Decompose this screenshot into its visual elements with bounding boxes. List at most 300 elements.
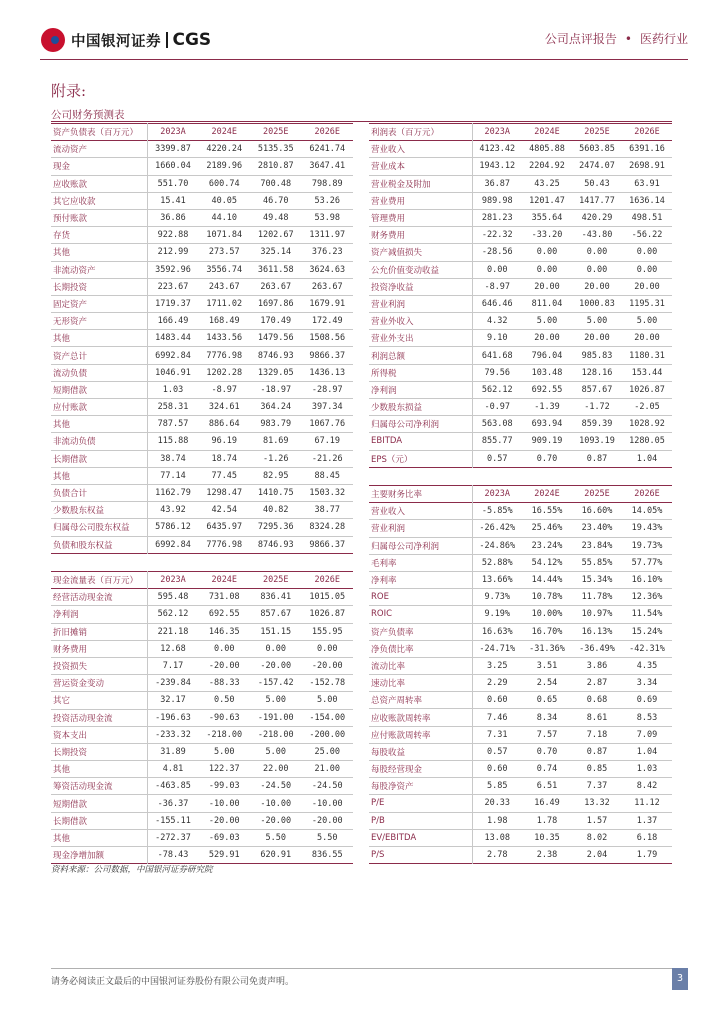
value-cell: 10.78% bbox=[531, 592, 563, 603]
row-label: 净利润 bbox=[51, 606, 147, 623]
value-cell: 855.77 bbox=[481, 436, 513, 447]
table-row bbox=[369, 589, 672, 606]
value-cell: 20.00 bbox=[534, 333, 560, 344]
value-cell: 1.57 bbox=[586, 815, 608, 826]
logo-chinese-text: 中国银河证券 bbox=[71, 33, 161, 50]
value-cell: -20.00 bbox=[208, 661, 240, 672]
value-cell: 10.00% bbox=[531, 609, 563, 620]
value-cell: 63.91 bbox=[634, 178, 660, 189]
value-cell: 1202.67 bbox=[257, 230, 294, 241]
value-cell: 3.34 bbox=[636, 678, 658, 689]
year-header: 2026E bbox=[314, 575, 341, 586]
value-cell: 11.54% bbox=[631, 609, 663, 620]
value-cell: 2810.87 bbox=[257, 161, 294, 172]
value-cell: -78.43 bbox=[157, 850, 189, 861]
value-cell: -42.31% bbox=[629, 643, 665, 654]
table-row bbox=[51, 589, 353, 606]
table-title-cell: 现金流量表（百万元） bbox=[51, 572, 147, 589]
row-label: 营业利润 bbox=[369, 520, 472, 537]
value-cell: 857.67 bbox=[260, 609, 292, 620]
value-cell: -191.00 bbox=[257, 712, 294, 723]
row-label: 利润总额 bbox=[369, 347, 472, 364]
report-category bbox=[545, 30, 688, 47]
value-cell: 263.67 bbox=[260, 281, 292, 292]
page-header bbox=[40, 24, 688, 58]
value-cell: 36.86 bbox=[160, 213, 186, 224]
year-header: 2024E bbox=[534, 489, 560, 500]
value-cell: 168.49 bbox=[208, 316, 240, 327]
value-cell: 16.63% bbox=[481, 626, 513, 637]
row-label: 归属母公司净利润 bbox=[369, 416, 472, 433]
row-label: 长期借款 bbox=[51, 450, 147, 467]
value-cell: 4805.88 bbox=[529, 144, 565, 155]
value-cell: 1679.91 bbox=[309, 298, 346, 309]
value-cell: 43.25 bbox=[534, 178, 560, 189]
value-cell: 1410.75 bbox=[257, 488, 294, 499]
value-cell: 273.57 bbox=[208, 247, 240, 258]
value-cell: -69.03 bbox=[208, 832, 240, 843]
value-cell: 53.26 bbox=[314, 195, 341, 206]
value-cell: 5.00 bbox=[317, 695, 338, 706]
row-label: 资产负债率 bbox=[369, 623, 472, 640]
balance-sheet-table bbox=[51, 123, 353, 554]
cgs-logo-icon bbox=[40, 27, 66, 53]
row-label: 应收账款周转率 bbox=[369, 709, 472, 726]
table-row bbox=[51, 381, 353, 398]
value-cell: -43.80 bbox=[581, 230, 613, 241]
value-cell: 20.00 bbox=[584, 281, 610, 292]
value-cell: 0.57 bbox=[487, 453, 508, 464]
value-cell: 2.78 bbox=[487, 850, 508, 861]
value-cell: 562.12 bbox=[481, 384, 513, 395]
value-cell: 0.74 bbox=[536, 764, 558, 775]
value-cell: 2.29 bbox=[487, 678, 508, 689]
value-cell: -99.03 bbox=[208, 781, 240, 792]
table-title-cell: 利润表（百万元） bbox=[369, 124, 472, 141]
value-cell: 0.00 bbox=[536, 264, 558, 275]
value-cell: 18.74 bbox=[211, 453, 238, 464]
value-cell: 223.67 bbox=[157, 281, 189, 292]
value-cell: 32.17 bbox=[160, 695, 186, 706]
row-label: 营业收入 bbox=[369, 503, 472, 520]
value-cell: 7776.98 bbox=[206, 539, 243, 550]
value-cell: 88.45 bbox=[314, 470, 341, 481]
table-header-row bbox=[51, 124, 353, 141]
row-label: 其他 bbox=[51, 761, 147, 778]
value-cell: 0.00 bbox=[536, 247, 558, 258]
year-header: 2026E bbox=[634, 489, 660, 500]
value-cell: 2.54 bbox=[536, 678, 558, 689]
value-cell: 2.38 bbox=[536, 850, 558, 861]
table-row bbox=[369, 657, 672, 674]
value-cell: 4.32 bbox=[487, 316, 508, 327]
table-header-row bbox=[369, 486, 672, 503]
year-header: 2023A bbox=[484, 489, 511, 500]
value-cell: 836.41 bbox=[260, 592, 292, 603]
table-row bbox=[369, 606, 672, 623]
value-cell: 5.00 bbox=[586, 316, 608, 327]
row-label: 预付账款 bbox=[51, 209, 147, 226]
value-cell: 798.89 bbox=[311, 178, 343, 189]
table-row bbox=[51, 484, 353, 501]
value-cell: 4.81 bbox=[162, 764, 184, 775]
row-label: 每股净资产 bbox=[369, 778, 472, 795]
value-cell: 10.35 bbox=[534, 832, 560, 843]
value-cell: 2.04 bbox=[586, 850, 608, 861]
value-cell: 38.74 bbox=[160, 453, 186, 464]
value-cell: -218.00 bbox=[257, 729, 294, 740]
value-cell: 1311.97 bbox=[309, 230, 346, 241]
row-label: 财务费用 bbox=[369, 227, 472, 244]
row-label: 归属母公司股东权益 bbox=[51, 519, 147, 536]
value-cell: 0.00 bbox=[487, 264, 508, 275]
value-cell: 700.48 bbox=[260, 178, 292, 189]
row-label: P/S bbox=[369, 846, 472, 863]
value-cell: 1329.05 bbox=[257, 367, 294, 378]
value-cell: 0.70 bbox=[536, 453, 558, 464]
value-cell: -28.97 bbox=[311, 384, 343, 395]
value-cell: 1026.87 bbox=[309, 609, 346, 620]
table-row bbox=[369, 503, 672, 520]
value-cell: 6992.84 bbox=[155, 539, 191, 550]
table-row bbox=[369, 761, 672, 778]
row-label: 其他 bbox=[51, 330, 147, 347]
value-cell: -1.39 bbox=[534, 402, 560, 413]
value-cell: 1508.56 bbox=[309, 333, 346, 344]
row-label: 营业外收入 bbox=[369, 313, 472, 330]
row-label: 每股收益 bbox=[369, 743, 472, 760]
value-cell: 562.12 bbox=[157, 609, 189, 620]
row-label: 财务费用 bbox=[51, 640, 147, 657]
disclaimer-text: 请务必阅读正文最后的中国银河证券股份有限公司免责声明。 bbox=[51, 977, 295, 987]
table-row bbox=[369, 192, 672, 209]
row-label: 其他 bbox=[51, 416, 147, 433]
value-cell: -8.97 bbox=[211, 384, 238, 395]
value-cell: -218.00 bbox=[206, 729, 243, 740]
value-cell: 376.23 bbox=[311, 247, 343, 258]
logo-english-text: CGS bbox=[172, 30, 212, 50]
table-row bbox=[369, 416, 672, 433]
appendix-title: 附录: bbox=[51, 82, 87, 100]
table-row bbox=[369, 778, 672, 795]
value-cell: -88.33 bbox=[208, 678, 240, 689]
value-cell: 16.60% bbox=[581, 506, 613, 517]
row-label: 应付账款 bbox=[51, 399, 147, 416]
value-cell: 9.10 bbox=[487, 333, 508, 344]
table-row bbox=[369, 295, 672, 312]
value-cell: 16.70% bbox=[531, 626, 563, 637]
value-cell: -20.00 bbox=[311, 815, 343, 826]
table-row bbox=[369, 278, 672, 295]
table-row bbox=[51, 692, 353, 709]
value-cell: -20.00 bbox=[260, 815, 292, 826]
value-cell: 3.51 bbox=[536, 660, 558, 671]
year-header: 2023A bbox=[160, 127, 186, 138]
row-label: 营业外支出 bbox=[369, 330, 472, 347]
value-cell: 13.08 bbox=[484, 832, 511, 843]
value-cell: 498.51 bbox=[631, 213, 663, 224]
value-cell: -24.71% bbox=[479, 643, 516, 654]
value-cell: 52.88% bbox=[481, 557, 513, 568]
row-label: 营业成本 bbox=[369, 158, 472, 175]
value-cell: 0.57 bbox=[487, 746, 508, 757]
value-cell: -272.37 bbox=[155, 832, 191, 843]
value-cell: 5.00 bbox=[265, 695, 286, 706]
table-row bbox=[51, 192, 353, 209]
value-cell: 20.00 bbox=[634, 333, 660, 344]
row-label: 总资产周转率 bbox=[369, 692, 472, 709]
value-cell: 8746.93 bbox=[257, 350, 294, 361]
value-cell: 15.34% bbox=[581, 575, 613, 586]
value-cell: 15.41 bbox=[160, 195, 186, 206]
value-cell: 1195.31 bbox=[629, 298, 665, 309]
table-header-row bbox=[369, 124, 672, 141]
value-cell: 857.67 bbox=[581, 384, 613, 395]
income-statement-table bbox=[369, 123, 672, 468]
value-cell: 79.56 bbox=[484, 367, 511, 378]
row-label: 其它应收款 bbox=[51, 192, 147, 209]
value-cell: -239.84 bbox=[155, 678, 191, 689]
value-cell: 10.97% bbox=[581, 609, 613, 620]
table-row bbox=[369, 244, 672, 261]
value-cell: -0.97 bbox=[484, 402, 511, 413]
value-cell: 14.44% bbox=[531, 575, 563, 586]
table-row bbox=[369, 675, 672, 692]
value-cell: 9.19% bbox=[484, 609, 511, 620]
table-row bbox=[369, 571, 672, 588]
table-row bbox=[51, 364, 353, 381]
table-row bbox=[369, 364, 672, 381]
value-cell: 258.31 bbox=[157, 402, 189, 413]
value-cell: 16.49 bbox=[534, 798, 560, 809]
value-cell: 595.48 bbox=[157, 592, 189, 603]
row-label: 负债合计 bbox=[51, 484, 147, 501]
logo-divider bbox=[166, 32, 168, 48]
table-row bbox=[369, 726, 672, 743]
value-cell: 2474.07 bbox=[579, 161, 615, 172]
row-label: 流动资产 bbox=[51, 141, 147, 158]
value-cell: 42.54 bbox=[211, 505, 238, 516]
table-row bbox=[369, 795, 672, 812]
value-cell: 1.03 bbox=[636, 764, 658, 775]
value-cell: 693.94 bbox=[531, 419, 563, 430]
value-cell: 0.00 bbox=[317, 643, 338, 654]
table-row bbox=[369, 381, 672, 398]
row-label: 归属母公司净利润 bbox=[369, 537, 472, 554]
value-cell: 221.18 bbox=[157, 626, 189, 637]
row-label: 投资净收益 bbox=[369, 278, 472, 295]
row-label: 毛利率 bbox=[369, 554, 472, 571]
forecast-table-title: 公司财务预测表 bbox=[51, 109, 125, 121]
value-cell: -28.56 bbox=[481, 247, 513, 258]
value-cell: 20.00 bbox=[634, 281, 660, 292]
row-label: 现金 bbox=[51, 158, 147, 175]
value-cell: 9.73% bbox=[484, 592, 511, 603]
value-cell: 7.17 bbox=[162, 661, 184, 672]
cash-flow-table bbox=[51, 571, 353, 864]
value-cell: -8.97 bbox=[484, 281, 511, 292]
value-cell: 6.51 bbox=[536, 781, 558, 792]
value-cell: 4.35 bbox=[636, 660, 658, 671]
value-cell: -20.00 bbox=[311, 661, 343, 672]
value-cell: 55.85% bbox=[581, 557, 613, 568]
row-label: 流动负债 bbox=[51, 364, 147, 381]
value-cell: 0.00 bbox=[265, 643, 286, 654]
value-cell: 5786.12 bbox=[155, 522, 191, 533]
value-cell: 5.50 bbox=[265, 832, 286, 843]
value-cell: 23.84% bbox=[581, 540, 613, 551]
value-cell: 81.69 bbox=[262, 436, 289, 447]
industry-name: 医药行业 bbox=[639, 32, 688, 46]
table-row bbox=[369, 450, 672, 467]
value-cell: 16.10% bbox=[631, 575, 663, 586]
value-cell: 0.00 bbox=[586, 264, 608, 275]
row-label: 每股经营现金 bbox=[369, 761, 472, 778]
row-label: 流动比率 bbox=[369, 657, 472, 674]
table-row bbox=[51, 261, 353, 278]
value-cell: -152.78 bbox=[309, 678, 346, 689]
row-label: ROIC bbox=[369, 606, 472, 623]
value-cell: -24.50 bbox=[311, 781, 343, 792]
value-cell: -20.00 bbox=[208, 815, 240, 826]
value-cell: 151.15 bbox=[260, 626, 292, 637]
value-cell: 1071.84 bbox=[206, 230, 243, 241]
value-cell: 0.00 bbox=[636, 264, 658, 275]
value-cell: 1.78 bbox=[536, 815, 558, 826]
value-cell: 731.08 bbox=[208, 592, 240, 603]
table-row bbox=[51, 433, 353, 450]
value-cell: 20.33 bbox=[484, 798, 511, 809]
table-row bbox=[51, 209, 353, 226]
value-cell: 3592.96 bbox=[155, 264, 191, 275]
value-cell: -5.85% bbox=[481, 506, 513, 517]
value-cell: 0.00 bbox=[636, 247, 658, 258]
table-row bbox=[51, 278, 353, 295]
value-cell: 7.09 bbox=[636, 729, 658, 740]
value-cell: 1026.87 bbox=[629, 384, 665, 395]
row-label: 折旧摊销 bbox=[51, 623, 147, 640]
value-cell: 25.00 bbox=[314, 746, 341, 757]
value-cell: 0.87 bbox=[586, 453, 608, 464]
row-label: 无形资产 bbox=[51, 313, 147, 330]
table-row bbox=[51, 175, 353, 192]
value-cell: 20.00 bbox=[534, 281, 560, 292]
value-cell: 0.70 bbox=[536, 746, 558, 757]
table-title-cell: 资产负债表（百万元） bbox=[51, 124, 147, 141]
row-label: 营业费用 bbox=[369, 192, 472, 209]
table-row bbox=[51, 778, 353, 795]
table-row bbox=[369, 209, 672, 226]
value-cell: 172.49 bbox=[311, 316, 343, 327]
value-cell: 13.32 bbox=[584, 798, 610, 809]
value-cell: 1417.77 bbox=[579, 195, 615, 206]
table-row bbox=[51, 347, 353, 364]
row-label: P/B bbox=[369, 812, 472, 829]
value-cell: 1201.47 bbox=[529, 195, 565, 206]
row-label: 固定资产 bbox=[51, 295, 147, 312]
row-label: 短期借款 bbox=[51, 381, 147, 398]
value-cell: 1660.04 bbox=[155, 161, 191, 172]
value-cell: 67.19 bbox=[314, 436, 341, 447]
value-cell: 14.05% bbox=[631, 506, 663, 517]
row-label: 营业收入 bbox=[369, 141, 472, 158]
value-cell: 212.99 bbox=[157, 247, 189, 258]
value-cell: 9866.37 bbox=[309, 539, 346, 550]
value-cell: 7.31 bbox=[487, 729, 508, 740]
header-divider bbox=[40, 59, 688, 60]
value-cell: 7.37 bbox=[586, 781, 608, 792]
year-header: 2025E bbox=[262, 127, 289, 138]
table-row bbox=[51, 657, 353, 674]
table-row bbox=[51, 244, 353, 261]
row-label: 少数股东损益 bbox=[369, 399, 472, 416]
value-cell: 3611.58 bbox=[257, 264, 294, 275]
value-cell: 1943.12 bbox=[479, 161, 516, 172]
value-cell: -2.05 bbox=[634, 402, 660, 413]
value-cell: 11.12 bbox=[634, 798, 660, 809]
value-cell: 1479.56 bbox=[257, 333, 294, 344]
year-header: 2025E bbox=[584, 127, 610, 138]
table-header-row bbox=[51, 572, 353, 589]
value-cell: -24.86% bbox=[479, 540, 516, 551]
value-cell: 9866.37 bbox=[309, 350, 346, 361]
value-cell: -56.22 bbox=[631, 230, 663, 241]
table-row bbox=[51, 829, 353, 846]
row-label: 净利润 bbox=[369, 381, 472, 398]
page-number: 3 bbox=[672, 968, 688, 990]
value-cell: 355.64 bbox=[531, 213, 563, 224]
table-row bbox=[51, 141, 353, 158]
value-cell: -21.26 bbox=[311, 453, 343, 464]
value-cell: -26.42% bbox=[479, 523, 516, 534]
table-row bbox=[369, 399, 672, 416]
value-cell: 989.98 bbox=[481, 195, 513, 206]
value-cell: 8.53 bbox=[636, 712, 658, 723]
value-cell: -200.00 bbox=[309, 729, 346, 740]
value-cell: 23.40% bbox=[581, 523, 613, 534]
table-row bbox=[369, 812, 672, 829]
value-cell: 692.55 bbox=[208, 609, 240, 620]
value-cell: 0.00 bbox=[214, 643, 235, 654]
value-cell: 1.03 bbox=[162, 384, 184, 395]
value-cell: 836.55 bbox=[311, 850, 343, 861]
value-cell: 77.14 bbox=[160, 470, 186, 481]
value-cell: 8.42 bbox=[636, 781, 658, 792]
value-cell: 36.87 bbox=[484, 178, 511, 189]
value-cell: 1067.76 bbox=[309, 419, 346, 430]
data-source-note: 资料来源：公司数据，中国银河证券研究院 bbox=[51, 865, 213, 875]
table-title-cell: 主要财务比率 bbox=[369, 486, 472, 503]
value-cell: 16.13% bbox=[581, 626, 613, 637]
value-cell: 1162.79 bbox=[155, 488, 191, 499]
value-cell: 641.68 bbox=[481, 350, 513, 361]
row-label: 其它 bbox=[51, 692, 147, 709]
value-cell: 5.00 bbox=[636, 316, 658, 327]
value-cell: 46.70 bbox=[262, 195, 289, 206]
footer-divider bbox=[51, 968, 688, 969]
report-type: 公司点评报告 bbox=[544, 32, 617, 46]
table-row bbox=[369, 829, 672, 846]
value-cell: 2.87 bbox=[586, 678, 608, 689]
row-label: 资产总计 bbox=[51, 347, 147, 364]
value-cell: 5.85 bbox=[487, 781, 508, 792]
value-cell: 620.91 bbox=[260, 850, 292, 861]
table-row bbox=[51, 450, 353, 467]
value-cell: 1028.92 bbox=[629, 419, 665, 430]
row-label: 非流动负债 bbox=[51, 433, 147, 450]
value-cell: 787.57 bbox=[157, 419, 189, 430]
row-label: 其他 bbox=[51, 244, 147, 261]
